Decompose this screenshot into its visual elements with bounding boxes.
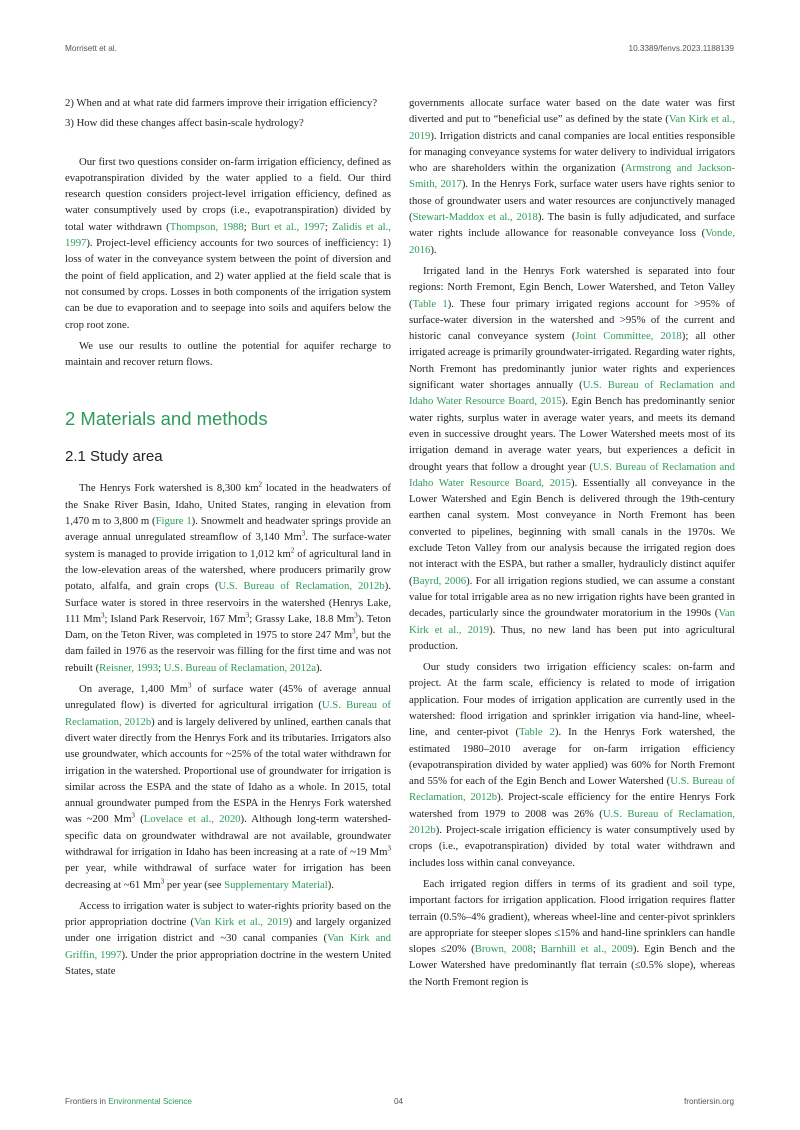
- footer-site-link[interactable]: frontiersin.org: [683, 1097, 734, 1106]
- footer-journal: Frontiers in Environmental Science: [65, 1097, 192, 1106]
- citation-link[interactable]: U.S. Bureau of Reclamation and Idaho Water Resource Board, 2015: [409, 460, 735, 489]
- citation-link[interactable]: Van Kirk et al., 2019: [409, 113, 735, 142]
- citation-link[interactable]: U.S. Bureau of Reclamation, 2012a: [163, 661, 316, 674]
- citation-link[interactable]: U.S. Bureau of Reclamation, 2012b: [218, 580, 385, 593]
- citation-link[interactable]: U.S. Bureau of Reclamation, 2012b: [409, 775, 735, 804]
- figure-link[interactable]: Figure 1: [155, 515, 192, 528]
- citation-link[interactable]: Joint Committee, 2018: [575, 330, 682, 343]
- supplementary-link[interactable]: Supplementary Material: [224, 878, 328, 891]
- paragraph-water-diversion: On average, 1,400 Mm$^3$ of surface water (45% of average annual unregulated flow) is diverted for agricultural irrigation (U.S. Bureau of Reclamation, 2012b) and is largely delivered by unlined, earthen canals that divert water directly from the Henrys Fork and its tributaries. Irrigators also use groundwater, which accounts for ~25% of the total water withdrawn for irrigation in the watershed. Proportional use of groundwater for irrigation is similar across the ESPA and the state of Idaho as a whole. In 2015, total annual groundwater pumped from the ESPA in the Henrys Fork watershed was ~200 Mm$^3$ (Lovelace et al., 2020). Although long-term watershed-specific data on groundwater withdrawal are not available, groundwater withdrawal for irrigation in Idaho has been increasing at a rate of ~19 Mm$^3$ per year, while withdrawal of surface water for irrigation has been decreasing at ~61 Mm$^3$ per year (see Supplementary Material).: [65, 681, 391, 891]
- citation-link[interactable]: Vonde, 2016: [409, 227, 735, 256]
- citation-link[interactable]: Bayrd, 2006: [412, 574, 467, 587]
- paragraph-watershed-description: The Henrys Fork watershed is 8,300 $km^2$ located in the headwaters of the Snake River Basin, Idaho, United States, ranging in elevation from 1,470 m to 3,800 m (Figure 1). Snowmelt and headwater springs provide an average annual unregulated streamflow of 3,140 Mm$^3$. The surface-water system is managed to provide irrigation to 1,012 $km^2$ of agricultural land in the low-elevation areas of the watershed, where producers primarily grow potato, alfalfa, and grain crops (U.S. Bureau of Reclamation, 2012b). Surface water is stored in three reservoirs in the watershed (Henrys Lake, 111 Mm$^3$; Island Park Reservoir, 167 Mm$^3$; Grassy Lake, 18.8 Mm$^3$). Teton Dam, on the Teton River, was completed in 1975 to store 247 Mm$^3$, but the dam failed in 1976 as the reservoir was filling for the first time and was not rebuilt (Reisner, 1993; U.S. Bureau of Reclamation, 2012a).: [65, 480, 392, 674]
- citation-link[interactable]: Lovelace et al., 2020: [143, 813, 241, 826]
- running-header-doi: 10.3389/fenvs.2023.1188139: [628, 44, 734, 53]
- citation-link[interactable]: Van Kirk et al., 2019: [409, 607, 735, 636]
- citation-link[interactable]: Van Kirk et al., 2019: [194, 916, 289, 929]
- paragraph-water-rights: Access to irrigation water is subject to water-rights priority based on the prior appropriation doctrine (Van Kirk et al., 2019) and largely organized under one irrigation district and ~30 canal companies (Van Kirk and Griffin, 1997). Under the prior appropriation doctrine in the western United States, state: [65, 899, 392, 978]
- citation-link[interactable]: Armstrong and Jackson-Smith, 2017: [409, 162, 735, 191]
- paragraph-terrain-gradient: Each irrigated region differs in terms of its gradient and soil type, important factors for irrigation application. Flood irrigation requires flatter terrain (0.5%–4% gradient), whereas wheel-line and center-pivot sprinklers are appropriate for steeper slopes ≤15% and hand-line sprinklers can handle slopes ≤20% (Brown, 2008; Barnhill et al., 2009). Egin Bench and the Lower Watershed have predominantly flat terrain (≤0.5% slope), whereas the North Fremont region is: [409, 877, 736, 988]
- paragraph-efficiency-definitions: Our first two questions consider on-farm irrigation efficiency, defined as evapotranspiration divided by the water applied to a field. Our third research question considers project-level irrigation efficiency, defined as water consumptively used by crops (i.e., evapotranspiration) divided by total water withdrawn (Thompson, 1988; Burt et al., 1997; Zalidis et al., 1997). Project-level efficiency accounts for two sources of inefficiency: 1) loss of water in the conveyance system between the point of diversion and the point of field application, and 2) water applied at the field scale that is not consumed by crops. Losses in both components of the irrigation system can be due to evaporation and to seepage into soils and aquifers below the crop root zone.: [65, 155, 391, 331]
- section-heading: 2 Materials and methods: [65, 408, 268, 430]
- paragraph-prior-appropriation: governments allocate surface water based on the date water was first diverted and put to “beneficial use” as defined by the state (Van Kirk et al., 2019). Irrigation districts and canal companies are local entities responsible for managing conveyance systems for water delivery to individual irrigators who are shareholders within the organization (Armstrong and Jackson-Smith, 2017). In the Henrys Fork, surface water users have rights senior to those of groundwater users and water resources are conjunctively managed (Stewart-Maddox et al., 2018). The basin is fully adjudicated, and surface water rights include allowance for reasonable conveyance loss (Vonde, 2016).: [409, 97, 736, 256]
- citation-link[interactable]: Van Kirk and Griffin, 1997: [65, 932, 391, 961]
- paragraph-irrigated-regions: Irrigated land in the Henrys Fork watershed is separated into four regions: North Fremont, Egin Bench, Lower Watershed, and Teton Valley (Table 1). These four primary irrigated regions account for >95% of surface-water diversion in the watershed and >95% of the current and historic canal conveyance system (Joint Committee, 2018); all other irrigated acreage is primarily groundwater-irrigated. Regarding water rights, North Fremont has predominantly junior water rights and experiences significant water shortages annually (U.S. Bureau of Reclamation and Idaho Water Resource Board, 2015). Egin Bench has predominantly senior water rights, surplus water in average water years, and meets its demand even in successive drought years. The Lower Watershed meets most of its irrigation demand in average water years, but experiences a deficit in drought years that follow a drought year (U.S. Bureau of Reclamation and Idaho Water Resource Board, 2015). Essentially all conveyance in the Lower Watershed and Egin Bench is delivered through the 19th-century earthen canal system. Most conveyance in North Fremont has been converted to pipelines, beginning with small canals in the 1970s. We exclude Teton Valley from our analysis because the irrigated region does not interact with the ESPA, but rather a smaller, hydraulicly distinct aquifer (Bayrd, 2006). For all irrigation regions studied, we can assume a constant value for total irrigable area as no new irrigation rights have been granted in decades, particularly since the groundwater moratorium in the 1990s (Van Kirk et al., 2019). Thus, no new land has been put into agricultural production.: [409, 264, 736, 652]
- table-link[interactable]: Table 2: [519, 726, 555, 739]
- citation-link[interactable]: Reisner, 1993: [99, 661, 159, 674]
- citation-link[interactable]: Thompson, 1988: [169, 220, 244, 233]
- subsection-heading: 2.1 Study area: [65, 448, 163, 466]
- research-question-2: 2) When and at what rate did farmers improve their irrigation efficiency?: [65, 97, 378, 109]
- table-link[interactable]: Table 1: [412, 297, 448, 310]
- citation-link[interactable]: Burt et al., 1997: [250, 220, 325, 233]
- citation-link[interactable]: U.S. Bureau of Reclamation and Idaho Water Resource Board, 2015: [409, 379, 736, 408]
- research-question-3: 3) How did these changes affect basin-scale hydrology?: [65, 117, 304, 130]
- citation-link[interactable]: U.S. Bureau of Reclamation, 2012b: [65, 699, 391, 728]
- citation-link[interactable]: Barnhill et al., 2009: [540, 943, 633, 956]
- paragraph-aquifer-recharge: We use our results to outline the potential for aquifer recharge to maintain and recover return flows.: [65, 339, 391, 369]
- footer-page-number: 04: [394, 1097, 404, 1106]
- left-column: [65, 95, 391, 984]
- citation-link[interactable]: Stewart-Maddox et al., 2018: [412, 211, 538, 224]
- footer-journal-name[interactable]: Environmental Science: [108, 1097, 192, 1106]
- citation-link[interactable]: Zalidis et al., 1997: [65, 220, 391, 250]
- citation-link[interactable]: U.S. Bureau of Reclamation, 2012b: [409, 807, 735, 837]
- running-header-authors: Morrisett et al.: [65, 44, 117, 53]
- paragraph-efficiency-scales: Our study considers two irrigation efficiency scales: on-farm and project. At the farm scale, efficiency is related to mode of irrigation application. Four modes of irrigation application are currently used in the watershed: flood irrigation and sprinkler irrigation via hand-line, wheel-line, and center-pivot (Table 2). In the Henrys Fork watershed, the estimated 1980–2010 average for on-farm irrigation efficiency (evapotranspiration divided by water applied) was 60% for North Fremont and 55% for each of the Egin Bench and Lower Watershed (U.S. Bureau of Reclamation, 2012b). Project-scale efficiency for the entire Henrys Fork watershed from 1979 to 2008 was 26% (U.S. Bureau of Reclamation, 2012b). Project-scale irrigation efficiency is water consumptively used by crops (i.e., evapotranspiration) divided by total water withdrawn and includes loss within canal conveyance.: [409, 661, 735, 869]
- citation-link[interactable]: Brown, 2008: [474, 943, 533, 956]
- right-column: [409, 95, 735, 995]
